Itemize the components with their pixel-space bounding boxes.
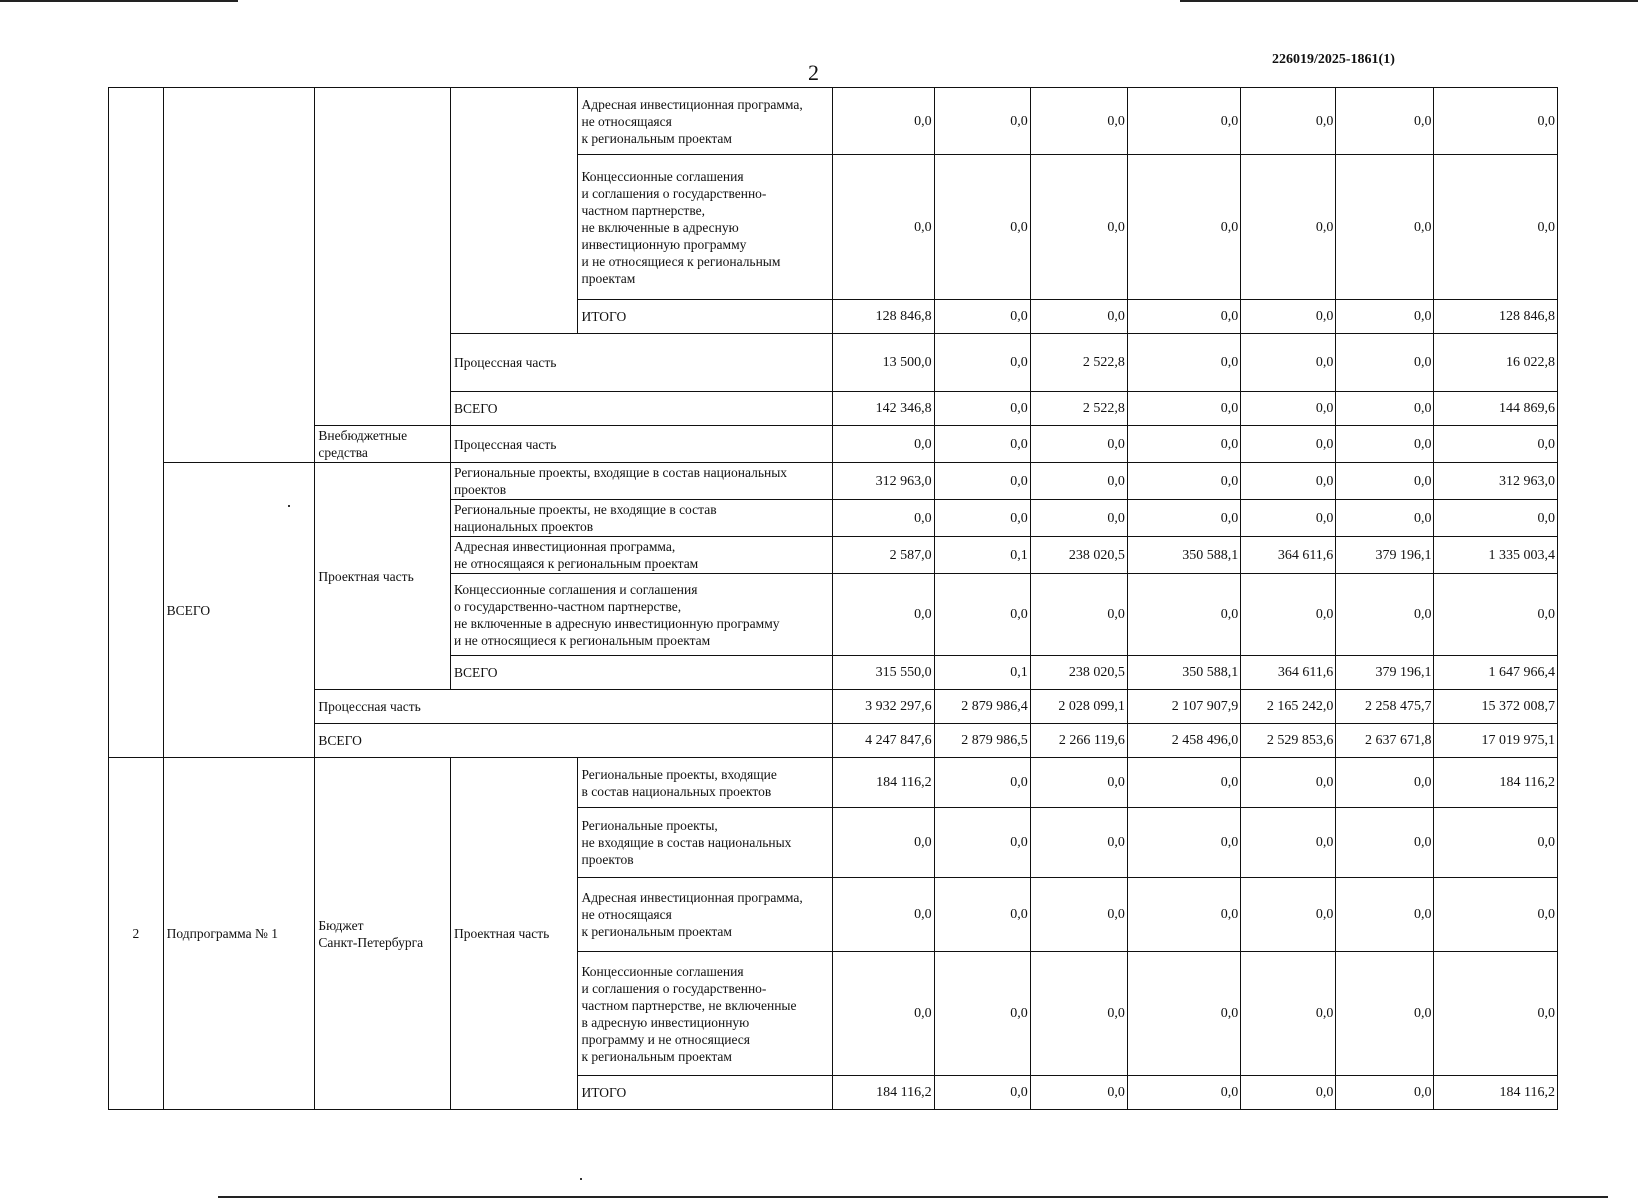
value-cell: 0,0 (1127, 334, 1240, 392)
value-cell: 0,0 (934, 758, 1030, 808)
value-cell: 0,0 (1127, 463, 1240, 500)
value-cell: 0,0 (934, 155, 1030, 300)
scan-edge-top-left (0, 0, 238, 2)
row-label: ИТОГО (578, 300, 833, 334)
source-cell (315, 88, 451, 426)
scan-edge-top-right (1180, 0, 1638, 2)
value-cell: 0,0 (1336, 334, 1434, 392)
value-cell: 0,0 (934, 500, 1030, 537)
value-cell: 0,0 (1127, 574, 1240, 656)
value-cell: 0,0 (1241, 463, 1336, 500)
value-cell: 0,0 (1030, 1076, 1127, 1110)
value-cell: 0,0 (833, 88, 934, 155)
row-label: Региональные проекты, входящие в состав национальных проектов (578, 758, 833, 808)
value-cell: 0,0 (1127, 878, 1240, 952)
value-cell: 16 022,8 (1434, 334, 1558, 392)
value-cell: 379 196,1 (1336, 656, 1434, 690)
value-cell: 0,1 (934, 656, 1030, 690)
value-cell: 2 165 242,0 (1241, 690, 1336, 724)
value-cell: 0,0 (1336, 808, 1434, 878)
value-cell: 238 020,5 (1030, 537, 1127, 574)
value-cell: 15 372 008,7 (1434, 690, 1558, 724)
part-cell (450, 88, 577, 334)
row-label: Адресная инвестиционная программа, не относящаяся к региональным проектам (578, 88, 833, 155)
value-cell: 0,0 (1030, 574, 1127, 656)
value-cell: 0,0 (1127, 392, 1240, 426)
value-cell: 0,0 (1030, 878, 1127, 952)
value-cell: 0,0 (1336, 1076, 1434, 1110)
value-cell: 0,0 (1127, 952, 1240, 1076)
value-cell: 0,0 (1434, 426, 1558, 463)
value-cell: 2 529 853,6 (1241, 724, 1336, 758)
value-cell: 0,0 (833, 426, 934, 463)
table-row (109, 463, 1558, 500)
value-cell: 0,0 (1241, 426, 1336, 463)
value-cell: 184 116,2 (833, 758, 934, 808)
value-cell: 128 846,8 (1434, 300, 1558, 334)
value-cell: 2 258 475,7 (1336, 690, 1434, 724)
value-cell: 17 019 975,1 (1434, 724, 1558, 758)
value-cell: 0,0 (1434, 155, 1558, 300)
value-cell: 379 196,1 (1336, 537, 1434, 574)
document-id: 226019/2025-1861(1) (1272, 52, 1395, 67)
value-cell: 0,0 (1127, 88, 1240, 155)
value-cell: 0,0 (1241, 500, 1336, 537)
table-row (109, 690, 1558, 724)
value-cell: 0,0 (1127, 758, 1240, 808)
scan-speck (580, 1178, 582, 1180)
value-cell: 2 028 099,1 (1030, 690, 1127, 724)
value-cell: 0,0 (1241, 574, 1336, 656)
table-row (109, 724, 1558, 758)
table-row (109, 758, 1558, 808)
value-cell: 0,0 (934, 88, 1030, 155)
value-cell: 0,0 (1336, 500, 1434, 537)
value-cell: 0,0 (1030, 808, 1127, 878)
value-cell: 0,0 (833, 500, 934, 537)
value-cell: 0,0 (1336, 574, 1434, 656)
value-cell: 0,0 (934, 808, 1030, 878)
value-cell: 1 335 003,4 (1434, 537, 1558, 574)
value-cell: 0,0 (934, 392, 1030, 426)
value-cell: 0,0 (1336, 878, 1434, 952)
value-cell: 2 587,0 (833, 537, 934, 574)
value-cell: 0,0 (833, 574, 934, 656)
subprogram-name: Подпрограмма № 1 (163, 758, 315, 1110)
value-cell: 238 020,5 (1030, 656, 1127, 690)
value-cell: 0,0 (1241, 88, 1336, 155)
row-label: Процессная часть (315, 690, 833, 724)
value-cell: 0,0 (1030, 463, 1127, 500)
value-cell: 0,0 (1127, 426, 1240, 463)
value-cell: 184 116,2 (1434, 758, 1558, 808)
value-cell: 2 522,8 (1030, 392, 1127, 426)
value-cell: 13 500,0 (833, 334, 934, 392)
source-label: Внебюджетные средства (315, 426, 451, 463)
value-cell: 2 522,8 (1030, 334, 1127, 392)
row-label: Адресная инвестиционная программа, не относящаяся к региональным проектам (578, 878, 833, 952)
value-cell: 350 588,1 (1127, 656, 1240, 690)
value-cell: 0,0 (1336, 155, 1434, 300)
value-cell: 2 879 986,4 (934, 690, 1030, 724)
row-label: Концессионные соглашения и соглашения о государственно-частном партнерстве, не включенные в адресную инвестиционную программу и не относящиеся к региональным проектам (450, 574, 832, 656)
value-cell: 0,0 (1241, 952, 1336, 1076)
value-cell: 0,1 (934, 537, 1030, 574)
row-label: Процессная часть (450, 334, 832, 392)
value-cell: 0,0 (1434, 878, 1558, 952)
value-cell: 0,0 (1336, 758, 1434, 808)
row-label: Региональные проекты, не входящие в состав национальных проектов (450, 500, 832, 537)
table-row (109, 426, 1558, 463)
row-label: Концессионные соглашения и соглашения о государственно- частном партнерстве, не включенные в адресную инвестиционную программу и не относящиеся к региональным проектам (578, 155, 833, 300)
subprogram-number: 2 (109, 758, 164, 1110)
row-label: ИТОГО (578, 1076, 833, 1110)
row-label: ВСЕГО (450, 392, 832, 426)
part-label: Проектная часть (315, 463, 451, 690)
value-cell: 0,0 (1241, 758, 1336, 808)
value-cell: 0,0 (1030, 88, 1127, 155)
value-cell: 1 647 966,4 (1434, 656, 1558, 690)
value-cell: 0,0 (1030, 758, 1127, 808)
value-cell: 0,0 (1127, 500, 1240, 537)
value-cell: 2 637 671,8 (1336, 724, 1434, 758)
budget-table (108, 87, 1558, 1110)
value-cell: 0,0 (1241, 808, 1336, 878)
value-cell: 0,0 (1336, 88, 1434, 155)
section-number-cell (109, 88, 164, 758)
value-cell: 0,0 (934, 300, 1030, 334)
value-cell: 0,0 (1030, 300, 1127, 334)
value-cell: 0,0 (934, 463, 1030, 500)
table-row (109, 88, 1558, 155)
row-label: ВСЕГО (450, 656, 832, 690)
value-cell: 4 247 847,6 (833, 724, 934, 758)
value-cell: 364 611,6 (1241, 537, 1336, 574)
value-cell: 364 611,6 (1241, 656, 1336, 690)
value-cell: 0,0 (1336, 300, 1434, 334)
value-cell: 0,0 (1434, 952, 1558, 1076)
value-cell: 2 458 496,0 (1127, 724, 1240, 758)
value-cell: 0,0 (934, 426, 1030, 463)
value-cell: 0,0 (1241, 1076, 1336, 1110)
source-label: Бюджет Санкт-Петербурга (315, 758, 451, 1110)
row-label: Процессная часть (450, 426, 832, 463)
value-cell: 142 346,8 (833, 392, 934, 426)
section-name-cell (163, 88, 315, 463)
value-cell: 0,0 (1336, 463, 1434, 500)
value-cell: 0,0 (1030, 952, 1127, 1076)
value-cell: 0,0 (1336, 426, 1434, 463)
value-cell: 0,0 (1030, 155, 1127, 300)
value-cell: 184 116,2 (833, 1076, 934, 1110)
value-cell: 315 550,0 (833, 656, 934, 690)
value-cell: 0,0 (1336, 952, 1434, 1076)
value-cell: 0,0 (1030, 500, 1127, 537)
value-cell: 0,0 (833, 952, 934, 1076)
value-cell: 0,0 (833, 155, 934, 300)
value-cell: 0,0 (1127, 1076, 1240, 1110)
value-cell: 0,0 (1127, 155, 1240, 300)
value-cell: 0,0 (1434, 500, 1558, 537)
value-cell: 144 869,6 (1434, 392, 1558, 426)
value-cell: 0,0 (1241, 155, 1336, 300)
value-cell: 128 846,8 (833, 300, 934, 334)
section-total-label: ВСЕГО (163, 463, 315, 758)
value-cell: 2 107 907,9 (1127, 690, 1240, 724)
value-cell: 184 116,2 (1434, 1076, 1558, 1110)
value-cell: 0,0 (1030, 426, 1127, 463)
part-label: Проектная часть (450, 758, 577, 1110)
page-number: 2 (808, 60, 819, 85)
value-cell: 0,0 (1241, 334, 1336, 392)
value-cell: 0,0 (833, 878, 934, 952)
value-cell: 0,0 (833, 808, 934, 878)
row-label: Адресная инвестиционная программа, не относящаяся к региональным проектам (450, 537, 832, 574)
value-cell: 0,0 (1434, 574, 1558, 656)
scan-edge-bottom (218, 1196, 1608, 1198)
row-label: Региональные проекты, не входящие в состав национальных проектов (578, 808, 833, 878)
value-cell: 0,0 (934, 1076, 1030, 1110)
value-cell: 0,0 (1241, 392, 1336, 426)
value-cell: 3 932 297,6 (833, 690, 934, 724)
value-cell: 350 588,1 (1127, 537, 1240, 574)
value-cell: 0,0 (1241, 300, 1336, 334)
value-cell: 0,0 (1434, 88, 1558, 155)
value-cell: 0,0 (934, 878, 1030, 952)
row-label: Концессионные соглашения и соглашения о государственно- частном партнерстве, не включенные в адресную инвестиционную программу и не относящиеся к региональным проектам (578, 952, 833, 1076)
value-cell: 0,0 (934, 952, 1030, 1076)
value-cell: 312 963,0 (833, 463, 934, 500)
row-label: ВСЕГО (315, 724, 833, 758)
value-cell: 0,0 (1336, 392, 1434, 426)
value-cell: 2 266 119,6 (1030, 724, 1127, 758)
row-label: Региональные проекты, входящие в состав национальных проектов (450, 463, 832, 500)
value-cell: 0,0 (1127, 300, 1240, 334)
value-cell: 0,0 (1127, 808, 1240, 878)
value-cell: 0,0 (934, 574, 1030, 656)
value-cell: 312 963,0 (1434, 463, 1558, 500)
value-cell: 0,0 (934, 334, 1030, 392)
value-cell: 0,0 (1434, 808, 1558, 878)
value-cell: 0,0 (1241, 878, 1336, 952)
value-cell: 2 879 986,5 (934, 724, 1030, 758)
